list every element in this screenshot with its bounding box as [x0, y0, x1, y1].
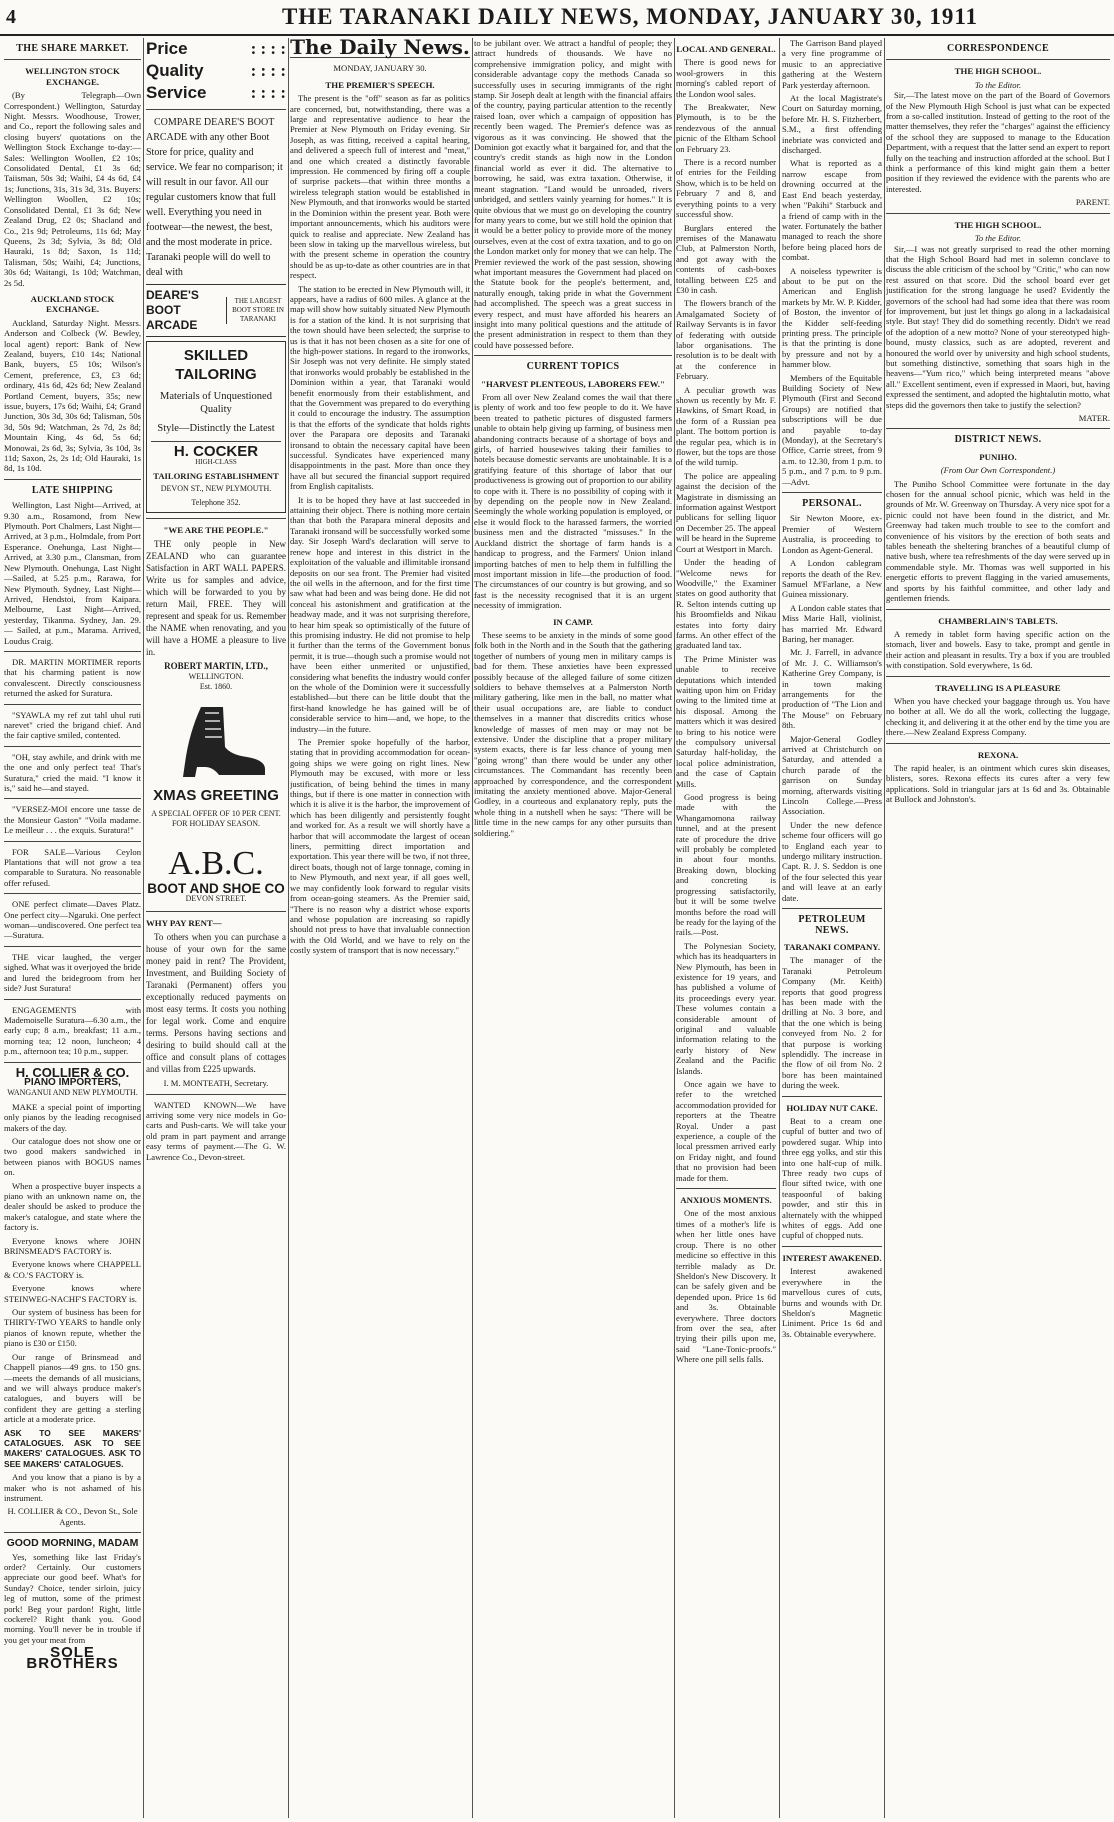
divider — [886, 743, 1110, 744]
suratura-ad-ceylon: FOR SALE—Various Ceylon Plantations that will not grow a tea comparable to Suratura. No reasonable offer refused. — [4, 846, 141, 888]
share-market-heading: THE SHARE MARKET. — [16, 43, 129, 54]
anxious-moments-text: One of the most anxious times of a mother's life is when her little ones have croup. There is no other medicine so effective in this terrible malady as Dr. Sheldon's New Discovery. It can be safely given and be depended upon. Price 1s 6d and 3s. Obtainable everywhere. Three doctors from over the sea, after trying their pills upon me, said "Lane-Tonic-proofs." Where one pill sells falls. — [676, 1208, 776, 1365]
quality-word: Quality — [146, 61, 204, 80]
cocker-telephone: Telephone 352. — [191, 497, 241, 507]
harvest-heading: "HARVEST PLENTEOUS, LABORERS FEW." — [481, 378, 665, 389]
collier-paragraph: Everyone knows where JOHN BRINSMEAD'S FACTORY is. — [4, 1235, 141, 1257]
collier-paragraph: Everyone knows where CHAPPELL & CO.'S FACTORY is. — [4, 1259, 141, 1280]
divider — [782, 908, 882, 909]
editorial-date: MONDAY, JANUARY 30. — [333, 63, 427, 74]
rent-ad-heading: WHY PAY RENT— — [146, 917, 222, 928]
late-shipping-heading: LATE SHIPPING — [31, 484, 114, 496]
collier-paragraph: When a prospective buyer inspects a piano with an unknown name on, the dealer should be asked to produce the maker's catalogue, and state where the factory is. — [4, 1180, 141, 1233]
robert-martin-town: WELLINGTON. — [188, 671, 244, 681]
divider — [886, 609, 1110, 610]
auckland-exchange-report: Auckland, Saturday Night. Messrs. Anderson and Colbeck (W. Bewley, local agent) report: Bank of New Zealand, buyers, £10 14s; National Bank, buyers, £5 10s; Wilson's Cement, preference, £3, £3 6d; ordinary, 41s 6d, 42s 6d; New Zealand Portland Cement, buyers, 35s; new issue, buyers, 17s 6d; Waihi, £4; Grand Junction, 30s 3d, 30s 6d; Talisman, 50s 3d, 50s 9d; Watchman, 2s 7d, 2s 8d; Mountain King, 4s 6d, 5s 6d; Monowai, 2s 6d, 3s; Sylvia, 3s 10d, 3s 11d; Saxon, 2s, 2s 1d; Old Hauraki, 1s 8d, 1s 10d. — [4, 317, 141, 474]
column-2 — [146, 38, 286, 1818]
divider — [146, 109, 286, 110]
personal-item: Under the new defence scheme four officers will go to England each year to undergo military instruction. Capt. R. J. S. Seddon is one of the four selected this year and will leave at an early date. — [782, 819, 882, 903]
xmas-offer-text: A SPECIAL OFFER OF 10 PER CENT. FOR HOLIDAY SEASON. — [151, 809, 281, 829]
abc-full-name: BOOT AND SHOE CO — [147, 880, 285, 896]
deare-ad-text: COMPARE DEARE'S BOOT ARCADE with any other Boot Store for price, quality and service. We fear no comparison; it will result in our favor. All our regular customers know that full well. Everything you need in footwear—the newest, the best, and the most moderate in price. Taranaki people will do well to deal with — [146, 117, 283, 278]
deare-ad-banner — [146, 284, 286, 337]
xmas-greeting-heading: XMAS GREETING — [153, 786, 279, 804]
deare-name: DEARE'S BOOT ARCADE — [146, 288, 199, 332]
wellington-exchange-report: (By Telegraph—Own Correspondent.) Wellington, Saturday Night. Messrs. Woodhouse, Trower, and Co., report the following sales and closing buyers' quotations on the Wellington Stock Exchange to-day:—Sales: Wellington Woollen, £2 10s; Consolidated Dental, £1 3s 6d; Taiisman, 50s 3d; Waihi, £4 4s 6d, £4 1s; Junctions, 31s, 31s 3d, 31s. Buyers: Wellington Woollen, £2 10s; Consolidated Dental, £1 3s 6d; New Zealand Drug, £2 0s; Shacland and Co., 21s 9d; Petroleums, 11s 6d; May Queens, 2s 3d; Sylvia, 3s 8d; Old Hauraki, 1s 8d; Saxon, 1s 11d; Talisman, 50s; Waihi, £4; Junctions, 30s 6d; Waitangi, 1s 10d; Watchman, 2s 5d. — [4, 90, 141, 288]
divider — [4, 999, 141, 1000]
tailoring-materials: Materials of Unquestioned Quality — [160, 391, 272, 415]
column-4 — [474, 38, 672, 1818]
column-rule — [779, 38, 780, 1818]
high-school-letter: Sir,—The latest move on the part of the Board of Governors of the New Plymouth High School is just what can be expected from a so-called institution. Instead of getting to the root of the matter themselves, they refer the "charges" against the efficiency of the school they are supposed to manage to the Education Department, with a request that the latter send an expert to report fully on the teaching and instruction afforded at the school. But I think a performance of this kind might gain them a better position if they reviewed the evidence with the parents who are interested. — [886, 90, 1110, 194]
local-item: The Garrison Band played a very fine programme of music to an appreciative gathering at the Western Park yesterday afternoon. — [782, 38, 882, 90]
divider — [4, 1532, 141, 1533]
column-rule — [884, 38, 885, 1818]
collier-ask-catalogues: ASK TO SEE MAKERS' CATALOGUES. ASK TO SEE MAKERS' CATALOGUES. ASK TO SEE MAKERS' CATALOGUES. — [4, 1427, 141, 1469]
collier-paragraph: And you know that a piano is by a maker who is not ashamed of his instrument. — [4, 1472, 141, 1503]
suratura-ad-brigand: "SYAWLA my ref zut tahl uhul ruti narevet" cried the brigand chief. And the fair captive smiled, contented. — [4, 709, 141, 741]
personal-item: Mr. J. Farrell, in advance of Mr. J. C. Williamson's Katherine Grey Company, is in town making arrangements for the production of "The Lion and The Mouse" on February 8th. — [782, 647, 882, 731]
divider — [4, 59, 141, 60]
premier-speech-paragraph: The Premier spoke hopefully of the harbor, stating that in providing accommodation for ocean-going ships we were going on right lines. New Plymouth may be excused, with more or less justification, of being behind the times in many things, but if there is one matter in connection with which it is alive it is the harbor, the improvement of which has been diligently and persistently fought and worked for. As a result we will shortly have a harbor that will accommodate the largest of ocean liners, permitting direct importation and exportation. This year there will be two, if not three, direct boats, though not of large tonnage, coming in to New Plymouth, and next year, if all goes well, we may confidently look forward to regular visits from ocean-going steamers. As the Premier said, "There is no reason why a district whose exports and whose population are increasing so rapidly should not press to have that invaluable connection with the Old World, and we have to rely on the costly system of transport that is now necessary." — [290, 737, 470, 956]
wanted-known-ad: WANTED KNOWN—We have arriving some very nice models in Go-carts and Push-carts. We will take your old pram in part payment and arrange easy terms of payment.—The G. W. Lawrence Co., Devon-street. — [146, 1099, 286, 1162]
divider — [146, 1094, 286, 1095]
column-rule — [472, 38, 473, 1818]
service-colons: : : : : — [250, 83, 286, 102]
chamberlain-text: A remedy in tablet form having specific action on the stomach, liver and bowels. Easy to take, prompt and gentle in their action and pleasant in results. Try a box if you are troubled with constipation. Sold everywhere, 1s 6d. — [886, 628, 1110, 671]
suratura-ad-climate: ONE perfect climate—Daves Platz. One perfect city—Ngaruki. One perfect woman—undiscovered. One perfect tea—Suratura. — [4, 899, 141, 941]
interest-awakened-text: Interest awakened everywhere in the marvellous cures of cuts, burns and wounds with Dr. Sheldon's Magnetic Liniment. Price 1s 6d and 3s. Obtainable everywhere. — [782, 1266, 882, 1339]
auckland-exchange-heading: AUCKLAND STOCK EXCHANGE. — [30, 293, 115, 315]
divider — [146, 911, 286, 912]
rent-ad-signature: I. M. MONTEATH, Secretary. — [163, 1078, 269, 1089]
local-item: Burglars entered the premises of the Manawatu Club, at Palmerston North, and got away with the contents of cash-boxes totalling between £25 and £30 in cash. — [676, 222, 776, 295]
deare-tagline: THE LARGEST BOOT STORE IN TARANAKI — [226, 297, 286, 324]
local-item: The flowers branch of the Amalgamated Society of Railway Servants is in favor of federating with outside labor organisations. The resolution is to be dealt with at the conference in February. — [676, 298, 776, 382]
robert-martin-name: ROBERT MARTIN, LTD., — [164, 661, 268, 672]
collier-paragraph: MAKE a special point of importing only pianos by the leading recognised makers of the day. — [4, 1101, 141, 1133]
harvest-text: From all over New Zealand comes the wail that there is plenty of work and too few people to do it. We have been treated to pathetic pictures of disgusted farmers unable to obtain help giving up farming, of business men abandoning contracts because of a shortage of boys and girls, of harried housewives taking their families to hotels because domestic servants are unobtainable. It is a gratifying feature of this shortage of labor that our productiveness is growing out of proportion to our ability to cope with it. There is no possibility of coping with it by depending on the people now in New Zealand. Seemingly the whole working population is employed, or else it would flock to the harassed farmers, the worried business men and the distracted "missuses." In the Auckland district the shortage of farm hands is a handicap to progress, and the Farmers' Union inland importing batches of men to help them in fulfilling the most important mission in life—the production of food. The circumstances of our country is but growing, and so fast is the necessity recognised that it is an urgent necessity of immigration. — [474, 392, 672, 611]
divider — [4, 704, 141, 705]
personal-item: Major-General Godley arrived at Christchurch on Saturday, and attended a church parade of the garrison on Sunday morning, afterwards visiting Lincoln College.—Press Association. — [782, 733, 882, 817]
service-line — [146, 82, 286, 104]
cocker-name: H. COCKER — [173, 443, 259, 460]
chamberlain-heading: CHAMBERLAIN'S TABLETS. — [938, 615, 1058, 626]
price-colons: : : : : — [250, 39, 286, 58]
wallpaper-ad-heading: "WE ARE THE PEOPLE." — [163, 525, 269, 536]
divider — [886, 676, 1110, 677]
rexona-heading: REXONA. — [977, 749, 1019, 760]
price-word: Price — [146, 39, 188, 58]
district-news-heading: DISTRICT NEWS. — [954, 434, 1042, 446]
quality-colons: : : : : — [250, 61, 286, 80]
holiday-nut-cake-heading: HOLIDAY NUT CAKE. — [786, 1102, 878, 1113]
suratura-ad-vicar: THE vicar laughed, the verger sighed. What was it overjoyed the bride and lured the bridegroom from her side? Just Suratura! — [4, 951, 141, 994]
divider — [151, 441, 281, 442]
personal-item: A London cable states that Miss Marie Hall, violinist, has married Mr. Edward Baring, her manager. — [782, 602, 882, 644]
cocker-establishment: TAILORING ESTABLISHMENT — [153, 470, 279, 481]
puniho-correspondent: (From Our Own Correspondent.) — [940, 465, 1056, 476]
robert-martin-established: Est. 1860. — [199, 682, 233, 692]
divider — [782, 1096, 882, 1097]
column-rule — [674, 38, 675, 1818]
suratura-ad-french: "VERSEZ-MOI encore une tasse de the Monsieur Gaston" "Voila madame. Le meilleur . . . the exquis. Suratura!" — [4, 804, 141, 836]
petroleum-text: The manager of the Taranaki Petroleum Company (Mr. Keith) reports that good progress has been made with the drilling at No. 3 bore, and that the one which is being conveyed from No. 2 for that purpose is working splendidly. The increase in the flow of oil from No. 2 bore has been maintained during the week. — [782, 955, 882, 1091]
personal-item: Sir Newton Moore, ex-Premier of Western Australia, is proceeding to London as Agent-General. — [782, 513, 882, 555]
divider — [146, 518, 286, 519]
travelling-text: When you have checked your baggage through us. You have no bother at all. We do all the work, collecting the luggage, checking it, and delivering it at the other end by the time you are there.—New Zealand Express Company. — [886, 695, 1110, 738]
abc-street: DEVON STREET. — [185, 894, 247, 904]
personal-heading: PERSONAL. — [802, 498, 862, 510]
divider — [886, 59, 1110, 60]
travelling-heading: TRAVELLING IS A PLEASURE — [935, 682, 1061, 693]
local-item: The Breakwater, New Plymouth, is to be the rendezvous of the annual picnic of the Eltham School on February 23. — [676, 102, 776, 154]
rexona-text: The rapid healer, is an ointment which cures skin diseases, blisters, sores. Rexona effects its cures after a very few applications. Sold in triangular jars at 1s 6d and 3s. Obtainable at Bullock and Johnston's. — [886, 762, 1110, 805]
sole-brothers-text: Yes, something like last Friday's order? Certainly. Our customers appreciate our good beef. What's for Sunday? Choice, tender sirloin, juicy leg of mutton, some of the primest pork! Beg your pardon! Right, little cockerel? Right thank you. Good morning. You'll never be in trouble if you get your meat from — [4, 1551, 141, 1645]
premier-speech-heading: THE PREMIER'S SPEECH. — [325, 79, 435, 90]
collier-name: H. COLLIER & CO. — [15, 1064, 130, 1080]
interest-awakened-heading: INTEREST AWAKENED. — [782, 1252, 882, 1263]
correspondence-heading: CORRESPONDENCE — [947, 43, 1049, 54]
local-item: A noiseless typewriter is about to be put on the American and English markets by Mr. W. P. Kidder, of Boston, the inventor of the Kidder self-feeding printing press. The principle is that the printing is done by pressure and not by a hammer blow. — [782, 265, 882, 370]
to-the-editor: To the Editor. — [974, 79, 1022, 90]
collier-towns: WANGANUI AND NEW PLYMOUTH. — [7, 1088, 138, 1098]
current-topics-heading: CURRENT TOPICS — [526, 361, 620, 373]
suratura-ad-mortimer: DR. MARTIN MORTIMER reports that his charming patient is now convalescent. Directly consciousness returned the asked for Suratura. — [4, 656, 141, 699]
letter-signature: PARENT. — [1075, 197, 1110, 208]
puniho-text: The Puniho School Committee were fortunate in the day chosen for the annual school picnic, which was held in the grounds of Mr. W. Greenway on Thursday. A very nice spot for a picnic could not have been found in the district, and Mr. Greenway had taken much trouble to see to the comfort and convenience of his visitors by the erection of both seats and tables beneath the sheltering branches of a beautiful clump of native bush, where tea refreshments of the day were served up in commendable style. Mr. Thomas was well supported in his energetic efforts to prevent flagging in the varied amusements, and sports by his faithful committee, and other lady and gentlemen friends. — [886, 478, 1110, 604]
divider — [4, 746, 141, 747]
column-rule — [143, 38, 144, 1818]
divider — [886, 428, 1110, 429]
local-item: Once again we have to refer to the wretched accommodation provided for reporters at the Theatre Royal. Under a past experience, a couple of the local pressmen arrived early on Friday night, and found that no provision had been made for them. — [676, 1079, 776, 1183]
premier-speech-paragraph: The present is the "off" season as far as politics are concerned, but, notwithstanding, there was a large and representative audience to hear the Premier at New Plymouth on Friday evening. Sir Joseph, as was fitting, received a capital hearing, and delivered a speech full of interest and "meat," and one which created a distinctly favorable impression. He commenced by firing off a couple of surprise packets—that within three months a wireless telegraph station would be established in New Plymouth, and that ironworks would be started in the Dominion within the present year. Both were important announcements, which his auditors were quick to realise and appreciate. New Zealand has been slow in taking up the marvellous wireless, but with the present scheme in operation the country should be as up-to-date as other countries are in that respect. — [290, 93, 470, 281]
local-item: The police are appealing against the decision of the Magistrate in dismissing an information against Westport publicans for selling liquor on December 25. The appeal will be heard in the Supreme Court at Westport in March. — [676, 470, 776, 554]
cocker-class: HIGH-CLASS — [195, 458, 237, 467]
column-3 — [290, 38, 470, 1818]
column-5b — [782, 38, 882, 1818]
column-1 — [4, 38, 141, 1818]
to-the-editor: To the Editor. — [974, 233, 1022, 244]
divider — [4, 479, 141, 480]
service-word: Service — [146, 83, 207, 102]
divider — [4, 893, 141, 894]
sole-brothers-heading: GOOD MORNING, MADAM — [6, 1537, 139, 1550]
in-camp-heading: IN CAMP. — [553, 616, 593, 627]
column-6 — [886, 38, 1110, 1818]
newspaper-title: THE TARANAKI DAILY NEWS, MONDAY, JANUARY 30, 1911 — [281, 4, 979, 29]
premier-speech-paragraph: It is to be hoped they have at last succeeded in attaining their object. There is nothing more certain than that both the Parapara mineral deposits and Taranaki ironsand will be successfully worked some day. Sir Joseph Ward's declaration will serve to renew hope and interest in this district in the exploitation of the valuable and illimitable ironsand deposits on our sea front. The Premier had visited the oil wells in the afternoon, and for the first time saw what had been and was being done. He did not conceal his astonishment and gratification at the headway made, and it was not surprising therefore, to hear him speak so optimistically of the future of this promising industry. He did not promise to help it further than the terms of the Government bonus permit, it is true—though such a promise would not have been either unmerited or unjustified, considering what benefits the industry would confer on the whole of the Dominion were it successfully established—but there can be little doubt that the first-hand knowledge he has gained will be of considerable service to him—and, we hope, to the industry—in the future. — [290, 494, 470, 734]
collier-signature: H. COLLIER & CO., Devon St., Sole Agents. — [7, 1506, 138, 1527]
local-item: Under the heading of "Welcome news for Woodville," the Examiner states on good authority that R. Selton intends cutting up his Broomfields and Nikau estates into forty dairy farms. An other effect of the graduated land tax. — [676, 557, 776, 651]
divider — [4, 946, 141, 947]
sole-brothers-name: SOLE BROTHERS — [26, 1644, 119, 1672]
divider — [782, 1246, 882, 1247]
divider — [4, 798, 141, 799]
cocker-address: DEVON ST., NEW PLYMOUTH. — [160, 484, 272, 494]
high-school-heading: THE HIGH SCHOOL. — [954, 66, 1042, 77]
local-item: A peculiar growth was shown us recently by Mr. F. Hawkins, of Smart Road, in the form of a Russian pea plant. The bottom portion is the regular pea, which is in flower, but the tops are those of the wild turnip. — [676, 384, 776, 468]
masthead — [0, 0, 1114, 36]
divider — [474, 355, 672, 356]
petroleum-news-heading: PETROLEUM NEWS. — [798, 914, 866, 936]
column-rule — [288, 38, 289, 1818]
high-school-heading: THE HIGH SCHOOL. — [954, 219, 1042, 230]
quality-line — [146, 60, 286, 82]
late-shipping-report: Wellington, Last Night—Arrived, at 9.30 a.m., Rosamond, from New Plymouth. Port Chalmers, Last Night—Arrived, at 3 p.m., Holmdale, from Port Esperance. Onehunga, Last Night—Arrived, at 3.30 p.m., Clansman, from New Plymouth. Onehunga, Last Night—Sailed, at 5.25 p.m., Rarawa, for New Plymouth. Sydney, Last Night—Arrived, Hendstoi, from Kaipara. Melbourne, Last Night—Arrived, yesterday, Tikanma. Sydney, Jan. 29. — Sailed, at p.m., Marama. Arrived, Loudus Craig. — [4, 500, 141, 646]
local-item: Members of the Equitable Building Society of New Plymouth (First and Second Groups) are notified that subscriptions will be due and payable to-day (Monday), at the Secretary's Office, Carrie street, from 9 a.m. to 12.30, from 1 p.m. to 5 p.m., and 7 p.m. to 9 p.m.—Advt. — [782, 372, 882, 487]
rent-ad-text: To others when you can purchase a house of your own for the same money paid in rent? The Provident, Investment, and Building Society of Taranaki (Permanent) offers you exceptionally reduced payments on most easy terms. It costs you nothing for legal work. Come and enquire terms. Persons having sections and desiring to build should call at the office and consult plans of cottages and villas from £225 upwards. — [146, 932, 286, 1075]
in-camp-text: These seems to be anxiety in the minds of some good folk both in the North and in the South that the gathering together of numbers of young men in military camps is bad for them. These anxieties have been expressed possibly because of the alleged failure of some citizen soldiers to behave themselves at a Palmerston North military gathering, like men in the ball, no matter what their usual occupations are, are liable to conduct themselves in a manner that discredits critics whose knowledge of masses of men may or may not be extensive. Under the discipline that a proper military system exacts, there is far less chance of young men "going wrong" than there would be under any other circumstances. The Commandant has recently been approached by correspondence, and the correspondent imitating the anxiety mentioned above. Major-General Godley, in a courteous and explanatory reply, puts the whole thing in a nutshell when he says: "There will be little time in the new camps for any other pursuits than soldiering." — [474, 629, 672, 838]
anxious-moments-heading: ANXIOUS MOMENTS. — [680, 1195, 772, 1206]
tailoring-style: Style—Distinctly the Latest — [157, 423, 275, 434]
cocker-tailoring-ad — [146, 341, 286, 513]
local-general-heading: LOCAL AND GENERAL. — [676, 44, 776, 54]
collier-subtitle: PIANO IMPORTERS, — [24, 1076, 121, 1088]
tailoring-heading: SKILLED TAILORING — [175, 347, 257, 383]
collier-paragraph: Our catalogue does not show one or two good makers sandwiched in between pianos with BOGUS names on. — [4, 1135, 141, 1178]
divider — [782, 492, 882, 493]
boot-illustration-icon — [161, 703, 271, 781]
taranaki-company-heading: TARANAKI COMPANY. — [783, 941, 881, 952]
divider — [4, 841, 141, 842]
local-item: The Polynesian Society, which has its headquarters in New Plymouth, has been in existence for 19 years, and has published a volume of its proceedings every year. These volumes contain a considerable amount of original and valuable information relating to the early history of New Zealand and the Pacific Islands. — [676, 940, 776, 1076]
collier-paragraph: Our range of Brinsmead and Chappell pianos—49 gns. to 150 gns.—meets the demands of all musicians, and we will always produce maker's catalogues, and buyers will be confident they are getting a sterling article at a moderate price. — [4, 1351, 141, 1425]
wellington-exchange-heading: WELLINGTON STOCK EXCHANGE. — [25, 66, 120, 87]
column-5a — [676, 38, 776, 1818]
local-item: There is a record number of entries for the Feilding Show, which is to be held on February 7 and 8, and everything points to a very successful show. — [676, 157, 776, 220]
daily-news-nameplate: The Daily News. — [290, 38, 470, 59]
high-school-letter: Sir,—I was not greatly surprised to read the other morning that the High School Board had met in solemn conclave to discuss the able criticism of the school by "Critic," who can now rest assured on that score. Did the school board ever get justification for the strong language he used? Evidently the governors of the school had had some idea that there was room for improvement, but just let things go along in a lackadaisical style. But stay! They did do something recently. Didn't we read of the adoption of a new motto? None of your stereotyped high-bound, musty classics, such as are adopted, reverent and honoured the world over by university and high school students, but something distinctive, something that soars high in the heavens—"Yum rico," which being interpreted means "above all." Excellent sentiment, even if expressed in Maori, but, having expressed the sentiment, and adopted the hightalutin motto, what steps did the governors then take to justify the selection? — [886, 243, 1110, 410]
divider — [676, 1188, 776, 1189]
premier-speech-paragraph: The station to be erected in New Plymouth will, it appears, have a radius of 600 miles. A glance at the map will show how suitably situated New Plymouth is for a station of the kind. It is not surprising that the town should have been selected; the surprise to us is that it has not been chosen as a site for one of the high-power stations. In regard to the ironworks, Sir Joseph was not very definite. He simply stated that ironworks would probably be established in the Dominion within a year, that Taranaki would benefit enormously from their establishment, and that the Government was prepared to do everything it could to encourage the industry. The assumption is that the efforts of the syndicate that holds rights over the Parapara ore deposits and Taranaki ironsand to obtain the necessary capital have been successful. Syndicates have experienced many disappointments in the past. More than once they have all but secured the financial support required from English capitalists. — [290, 283, 470, 492]
premier-speech-continued: to be jubilant over. We attract a handful of people; they attract hundreds of thousands. We have no comprehensive immigration policy, and might with considerable advantage copy the methods Canada so successfully uses in securing immigrants of the right stamp. Sir Joseph dealt at length with the financial affairs of the country, paying particular attention to the recently raised loan, over which a campaign of opposition has recently been waged. The Premier's defence was as vigorous as it was convincing. He showed that the Dominion got exactly what it bargained for, and that the country's credit stands as high now in the London financial world as ever it did. The alternative to borrowing, he said, was extra taxation. Otherwise, it meant stagnation. "Land would be unroaded, rivers unbridged, and settlers vainly yearning for homes." It is quite obvious that we must go on developing the country for many years to come, but we still hold the opinion that it would be a better policy to provide more of the money ourselves, even at the cost of extra taxation, and to go on the London market only for money that we can help. The Premier reviewed the work of the past session, showing what important measures the Government had placed on the Statute book for the people's betterment, and, naturally enough, taking pride in what the Government had accomplished. The speech was a great success in every respect, and must have afforded his hearers an insight into many political questions and the attitude of the present administration in respect to them than they could have possessed before. — [474, 38, 672, 350]
local-item: What is reported as a narrow escape from drowning occurred at the East End beach yesterday, when "Pakihi" Starbuck and a friend of camp with in the water. Fortunately the bather managed to reach the shore before being placed hors de combat. — [782, 158, 882, 263]
local-item: There is good news for wool-growers in this morning's cabled report of the London wool sales. — [676, 57, 776, 99]
collier-paragraph: Our system of business has been for THIRTY-TWO YEARS to handle only pianos of known repute, whether the piano is £30 or £150. — [4, 1307, 141, 1349]
divider — [886, 213, 1110, 214]
abc-name: A.B.C. — [168, 844, 264, 882]
letter-signature: MATER. — [1078, 413, 1110, 423]
page-number: 4 — [6, 6, 16, 28]
puniho-heading: PUNIHO. — [979, 451, 1017, 462]
holiday-nut-cake-text: Beat to a cream one cupful of butter and two of powdered sugar. Whip into three egg yolks, and stir this into one half-cup of milk. Three ready two cups of flour sifted twice, with one teaspoonful of baking powder, and stir this in alternately with the whipped whites of eggs. Add one cupful of chopped nuts. — [782, 1116, 882, 1241]
suratura-ad-engagements: ENGAGEMENTS with Mademoiselle Suratura—6.30 a.m., the early cup; 8 a.m., breakfast; 11 a.m., morning tea; 12 noon, luncheon; 4 p.m., afternoon tea; 10 p.m., supper. — [4, 1004, 141, 1057]
local-item: The Prime Minister was unable to receive deputations which intended waiting upon him on Friday owing to the limited time at his disposal. Among the matters which it was desired to bring to his notice were the compulsory universal Saturday half-holiday, the local police administration, and the case of Captain Mills. — [676, 653, 776, 789]
wallpaper-ad-text: THE only people in New ZEALAND who can guarantee Satisfaction in ART WALL PAPERS. Write us for samples and advice, which will be forwarded to you by return Mail, FREE. They will represent and speak for us. Remember the NAME when renovating, and you will have a HOME a pleasure to live in. — [146, 539, 286, 658]
collier-paragraph: Everyone knows where STEINWEG-NACHF'S FACTORY is. — [4, 1283, 141, 1304]
suratura-ad-maid: "OH, stay awhile, and drink with me the one and only perfect tea! That's Suratura," cried the maid. "I know it is," said he—and stayed. — [4, 751, 141, 793]
local-item: Good progress is being made with the Whangamomona railway tunnel, and at the present rate of procedure the drive will probably be completed in about four months. Breaking down, blocking and concreting is progressing satisfactorily, but it will be some twelve months before the road will be ready for the laying of the rails.—Post. — [676, 792, 776, 938]
personal-item: A London cablegram reports the death of the Rev. Samuel M'Farlane, a New Guinea missionary. — [782, 558, 882, 600]
price-line — [146, 38, 286, 60]
local-item: At the local Magistrate's Court on Saturday morning, before Mr. H. S. Fitzherbert, S.M., a first offending inebriate was convicted and discharged. — [782, 93, 882, 156]
divider — [4, 1062, 141, 1063]
divider — [4, 651, 141, 652]
